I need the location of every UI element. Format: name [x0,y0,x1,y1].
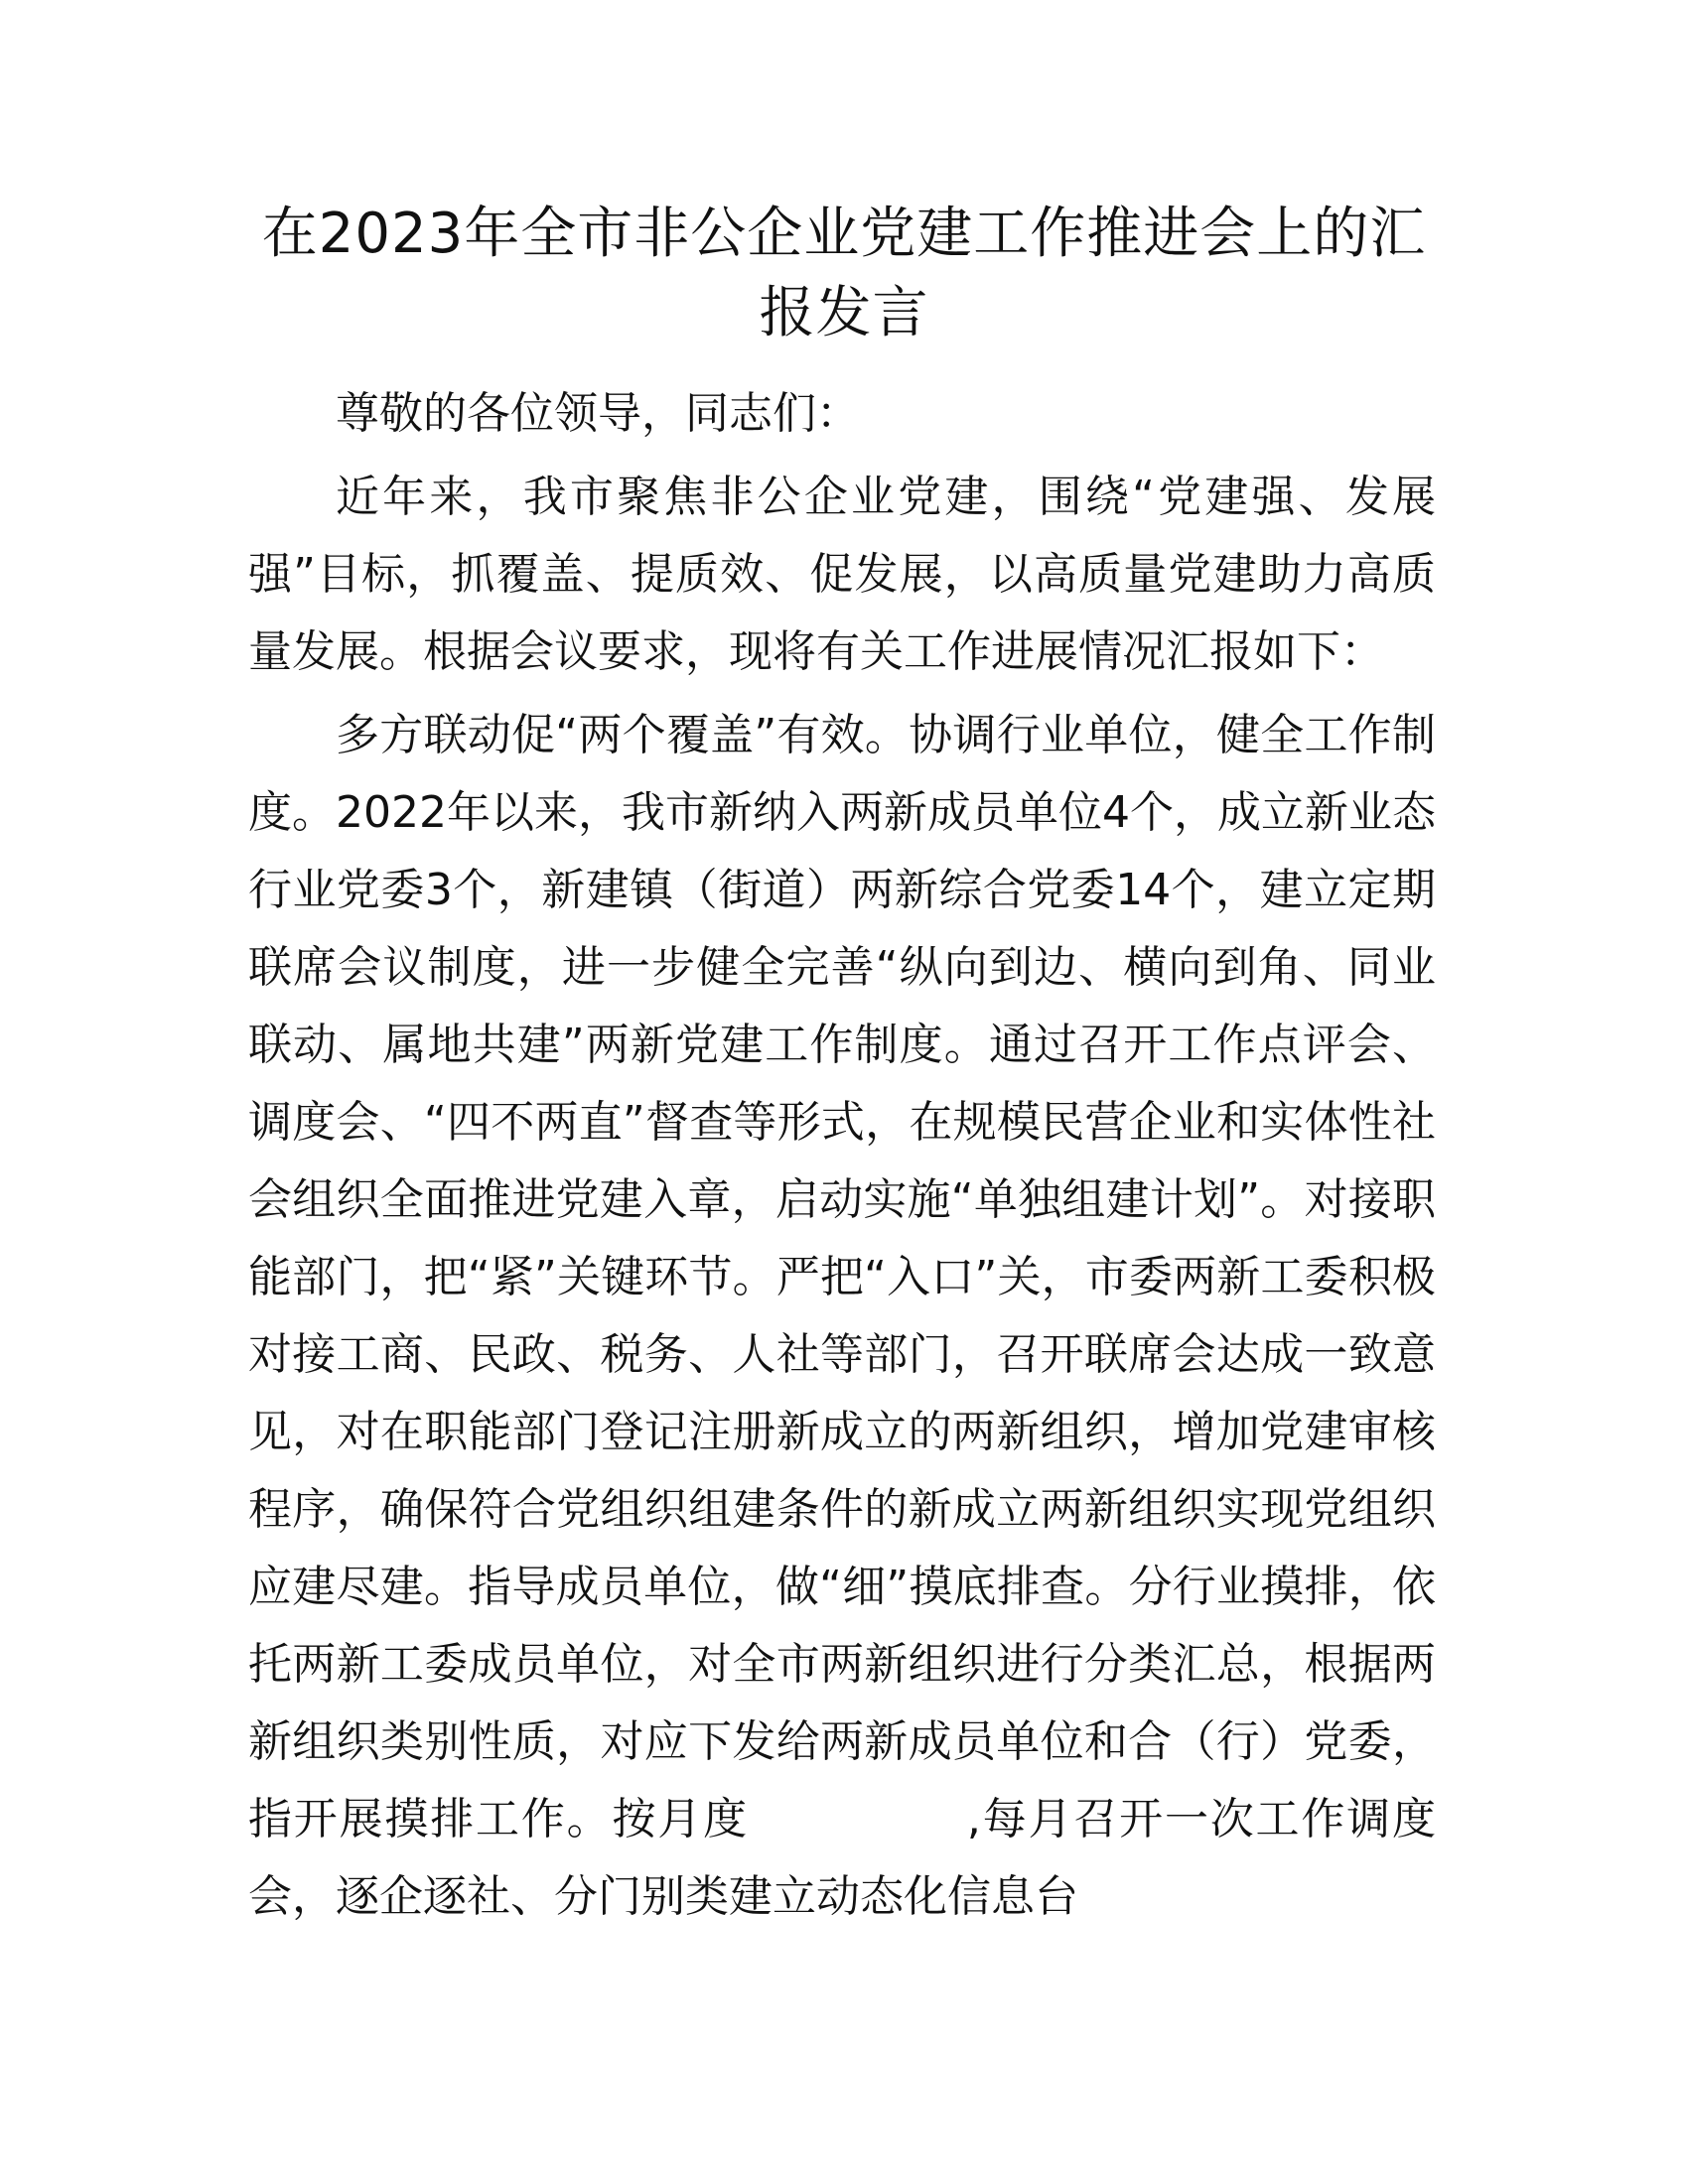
document-title [238,195,1450,353]
paragraph-two-coverage [248,697,1436,1936]
document-body [248,375,1436,1942]
paragraph-two-text-b: ,每月召开一次工作调度会，逐企逐社、分门别类建立动态化信息台 [248,1794,1436,1922]
paragraph-intro: 近年来，我市聚焦非公企业党建，围绕“党建强、发展强”目标，抓覆盖、提质效、促发展，以高质量党建助力高质量发展。根据会议要求，现将有关工作进展情况汇报如下： [248,472,1436,677]
paragraph-two-text-a: 多方联动促“两个覆盖”有效。协调行业单位，健全工作制度。2022年以来，我市新纳入两新成员单位4个，成立新业态行业党委3个，新建镇（街道）两新综合党委14个，建立定期联席会议制度，进一步健全完善“纵向到边、横向到角、同业联动、属地共建”两新党建工作制度。通过召开工作点评会、调度会、“四不两直”督查等形式，在规模民营企业和实体性社会组织全面推进党建入章，启动实施“单独组建计划”。对接职能部门，把“紧”关键环节。严把“入口”关，市委两新工委积极对接工商、民政、税务、人社等部门，召开联席会达成一致意见，对在职能部门登记注册新成立的两新组织，增加党建审核程序，确保符合党组织组建条件的新成立两新组织实现党组织应建尽建。指导成员单位，做“细”摸底排查。分行业摸排，依托两新工委成员单位，对全市两新组织进行分类汇总，根据两新组织类别性质，对应下发给两新成员单位和合（行）党委，指开展摸排工作。按月度 [248,710,1436,1844]
title-line-1: 在2023年全市非公企业党建工作推进会上的汇 [261,202,1427,266]
salutation: 尊敬的各位领导，同志们： [336,388,860,439]
title-line-2: 报发言 [759,281,929,345]
